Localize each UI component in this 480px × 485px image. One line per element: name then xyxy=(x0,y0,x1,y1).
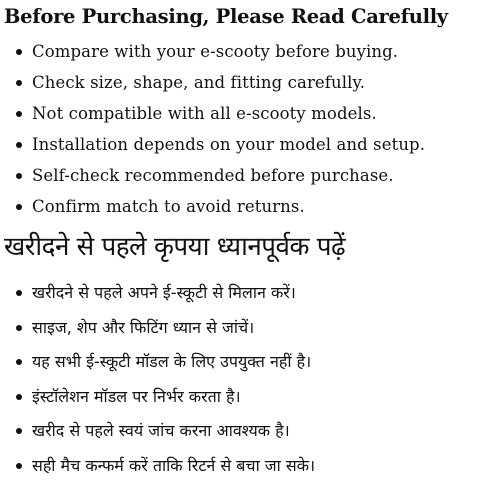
bullet-icon xyxy=(16,463,22,469)
list-item xyxy=(4,191,474,222)
list-item-text: Check size, shape, and fitting carefully. xyxy=(32,73,366,92)
hindi-instruction-list xyxy=(4,276,474,483)
bullet-icon xyxy=(16,204,22,210)
bullet-icon xyxy=(16,80,22,86)
list-item-text: इंस्टॉलेशन मॉडल पर निर्भर करता है। xyxy=(32,386,241,406)
bullet-icon xyxy=(16,359,22,365)
list-item xyxy=(4,380,474,415)
list-item xyxy=(4,129,474,160)
list-item-text: यह सभी ई-स्कूटी मॉडल के लिए उपयुक्त नहीं है। xyxy=(32,352,312,371)
list-item-text: साइज, शेप और फिटिंग ध्यान से जांचें। xyxy=(32,317,255,337)
list-item xyxy=(4,414,474,449)
hindi-title: खरीदने से पहले कृपया ध्यानपूर्वक पढ़ें xyxy=(4,232,346,262)
list-item xyxy=(4,160,474,191)
bullet-icon xyxy=(16,325,22,331)
list-item-text: खरीद से पहले स्वयं जांच करना आवश्यक है। xyxy=(32,421,290,440)
bullet-icon xyxy=(16,142,22,148)
bullet-icon xyxy=(16,49,22,55)
english-title: Before Purchasing, Please Read Carefully xyxy=(4,5,448,28)
list-item xyxy=(4,98,474,129)
list-item-text: खरीदने से पहले अपने ई-स्कूटी से मिलान करें। xyxy=(32,283,296,302)
bullet-icon xyxy=(16,394,22,400)
list-item-text: सही मैच कन्फर्म करें ताकि रिटर्न से बचा जा सके। xyxy=(32,455,316,475)
bullet-icon xyxy=(16,111,22,117)
list-item xyxy=(4,36,474,67)
list-item-text: Confirm match to avoid returns. xyxy=(32,197,305,216)
bullet-icon xyxy=(16,290,22,296)
list-item xyxy=(4,311,474,346)
list-item-text: Self-check recommended before purchase. xyxy=(32,166,394,185)
english-instruction-list xyxy=(4,36,474,222)
list-item xyxy=(4,276,474,311)
list-item xyxy=(4,345,474,380)
bullet-icon xyxy=(16,173,22,179)
list-item xyxy=(4,67,474,98)
list-item-text: Compare with your e-scooty before buying. xyxy=(32,42,399,61)
list-item-text: Not compatible with all e-scooty models. xyxy=(32,104,377,123)
bullet-icon xyxy=(16,428,22,434)
list-item-text: Installation depends on your model and setup. xyxy=(32,135,426,154)
list-item xyxy=(4,449,474,484)
